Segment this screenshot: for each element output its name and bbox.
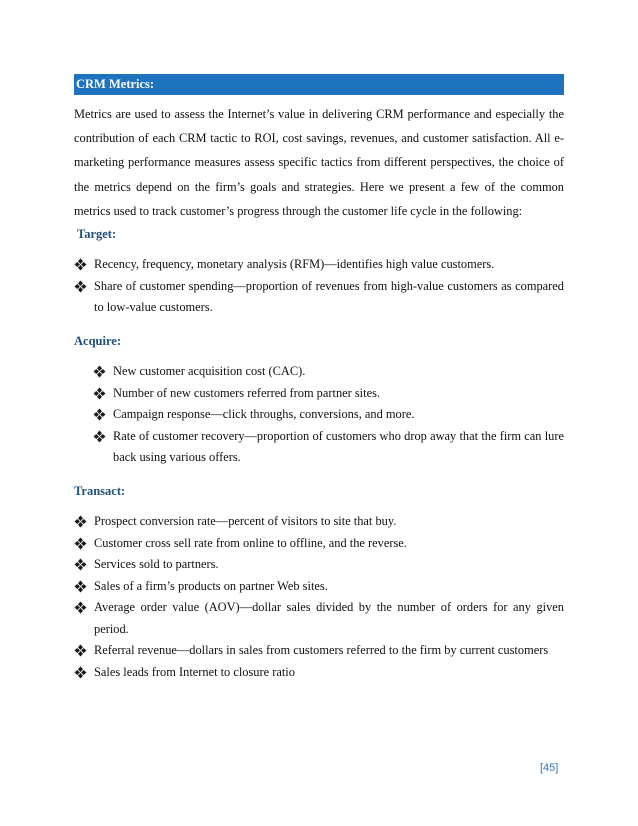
four-diamond-bullet-icon <box>74 601 87 614</box>
list-item-text: Sales leads from Internet to closure ratio <box>94 664 295 679</box>
four-diamond-bullet-icon <box>93 408 106 421</box>
four-diamond-bullet-icon <box>74 515 87 528</box>
list-item <box>74 276 564 319</box>
section-title-banner: CRM Metrics: <box>74 74 564 95</box>
four-diamond-bullet-icon <box>74 258 87 271</box>
four-diamond-bullet-icon <box>93 387 106 400</box>
acquire-list <box>93 361 564 469</box>
list-item-text: Number of new customers referred from partner sites. <box>113 385 380 400</box>
list-item <box>74 597 564 640</box>
list-item-text: Customer cross sell rate from online to offline, and the reverse. <box>94 535 407 550</box>
four-diamond-bullet-icon <box>74 580 87 593</box>
acquire-heading: Acquire: <box>74 334 121 348</box>
list-item-text: Average order value (AOV)—dollar sales divided by the number of orders for any given period. <box>94 600 564 636</box>
list-item-text: Referral revenue—dollars in sales from customers referred to the firm by current customers <box>94 643 549 657</box>
list-item-text: Sales of a firm’s products on partner Web sites. <box>94 578 328 593</box>
list-item <box>93 426 564 469</box>
list-item <box>74 554 564 576</box>
list-item-text: Rate of customer recovery—proportion of customers who drop away that the firm can lure back using various offers. <box>113 428 564 464</box>
list-item-text: New customer acquisition cost (CAC). <box>113 364 306 378</box>
intro-paragraph: Metrics are used to assess the Internet’s value in delivering CRM performance and especially the contribution of each CRM tactic to ROI, cost savings, revenues, and customer satisfaction. All e-marketing performance measures assess specific tactics from different perspectives, the choice of the metrics depend on the firm’s goals and strategies. Here we present a few of the common metrics used to track customer’s progress through the customer life cycle in the following: <box>74 107 564 218</box>
list-item-text: Prospect conversion rate—percent of visitors to site that buy. <box>94 514 397 528</box>
page-number: [45] <box>540 762 559 774</box>
list-item <box>93 361 564 383</box>
four-diamond-bullet-icon <box>74 558 87 571</box>
list-item <box>74 511 564 533</box>
list-item-text: Campaign response—click throughs, conversions, and more. <box>113 407 415 421</box>
list-item <box>93 383 564 405</box>
four-diamond-bullet-icon <box>74 644 87 657</box>
target-list <box>74 254 564 319</box>
four-diamond-bullet-icon <box>74 537 87 550</box>
list-item <box>74 662 564 684</box>
transact-list <box>74 511 564 683</box>
four-diamond-bullet-icon <box>93 430 106 443</box>
list-item-text: Share of customer spending—proportion of revenues from high-value customers as compared to low-value customers. <box>94 278 564 314</box>
list-item <box>74 533 564 555</box>
list-item <box>93 404 564 426</box>
list-item-text: Services sold to partners. <box>94 557 219 571</box>
four-diamond-bullet-icon <box>74 666 87 679</box>
target-heading: Target: <box>77 227 117 241</box>
four-diamond-bullet-icon <box>93 365 106 378</box>
transact-heading: Transact: <box>74 484 126 498</box>
list-item <box>74 640 564 662</box>
list-item <box>74 254 564 276</box>
list-item-text: Recency, frequency, monetary analysis (RFM)—identifies high value customers. <box>94 257 495 271</box>
four-diamond-bullet-icon <box>74 280 87 293</box>
list-item <box>74 576 564 598</box>
